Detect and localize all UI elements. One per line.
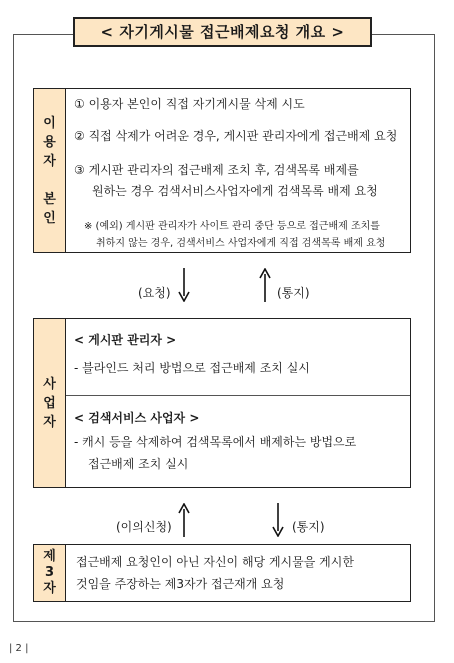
user-box-side-label bbox=[34, 89, 66, 252]
side-char: 3 bbox=[44, 565, 55, 580]
user-step-2: ② 직접 삭제가 어려운 경우, 게시판 관리자에게 접근배제 요청 bbox=[74, 129, 398, 143]
arrow-down-icon bbox=[178, 268, 190, 302]
page-number: | 2 | bbox=[9, 643, 29, 654]
side-char: 자 bbox=[43, 581, 56, 596]
third-party-text-a: 접근배제 요청인이 아닌 자신이 해당 게시물을 게시한 bbox=[76, 555, 354, 569]
search-provider-action-a: - 캐시 등을 삭제하여 검색목록에서 배제하는 방법으로 bbox=[74, 435, 357, 449]
request-label: (요청) bbox=[138, 286, 171, 300]
third-party-box bbox=[33, 544, 411, 602]
side-char: 자 bbox=[43, 414, 56, 430]
side-char: 자 bbox=[43, 153, 56, 169]
side-char: 제 bbox=[43, 549, 56, 564]
arrow-down-icon bbox=[272, 503, 284, 537]
provider-box-side-label bbox=[34, 319, 66, 487]
user-step-3b: 원하는 경우 검색서비스사업자에게 검색목록 배제 요청 bbox=[92, 184, 378, 198]
board-admin-action: - 블라인드 처리 방법으로 접근배제 조치 실시 bbox=[74, 361, 310, 375]
search-provider-heading: < 검색서비스 사업자 > bbox=[74, 411, 200, 425]
third-party-side-label bbox=[34, 545, 66, 601]
side-char: 용 bbox=[43, 134, 56, 150]
notice-label-2: (통지) bbox=[292, 520, 325, 534]
user-box bbox=[33, 88, 411, 253]
side-char: 인 bbox=[43, 210, 56, 226]
side-char: 업 bbox=[43, 395, 56, 411]
third-party-text-b: 것임을 주장하는 제3자가 접근재개 요청 bbox=[76, 577, 285, 591]
notice-label: (통지) bbox=[277, 286, 310, 300]
provider-box bbox=[33, 318, 411, 488]
arrow-up-icon bbox=[178, 503, 190, 537]
arrow-up-icon bbox=[259, 268, 271, 302]
side-char: 사 bbox=[43, 376, 56, 392]
user-step-1: ① 이용자 본인이 직접 자기게시물 삭제 시도 bbox=[74, 97, 305, 111]
search-provider-action-b: 접근배제 조치 실시 bbox=[88, 457, 189, 471]
side-char: 이 bbox=[43, 115, 56, 131]
section-divider bbox=[66, 395, 410, 396]
user-step-3a: ③ 게시판 관리자의 접근배제 조치 후, 검색목록 배제를 bbox=[74, 163, 359, 177]
side-char: 본 bbox=[43, 191, 56, 207]
user-note-b: 취하지 않는 경우, 검색서비스 사업자에게 직접 검색목록 배제 요청 bbox=[96, 238, 386, 249]
objection-label: (이의신청) bbox=[116, 520, 172, 534]
board-admin-heading: < 게시판 관리자 > bbox=[74, 333, 177, 347]
user-note-a: ※ (예외) 게시판 관리자가 사이트 관리 중단 등으로 접근배제 조치를 bbox=[84, 221, 380, 232]
document-title: < 자기게시물 접근배제요청 개요 > bbox=[73, 17, 372, 47]
